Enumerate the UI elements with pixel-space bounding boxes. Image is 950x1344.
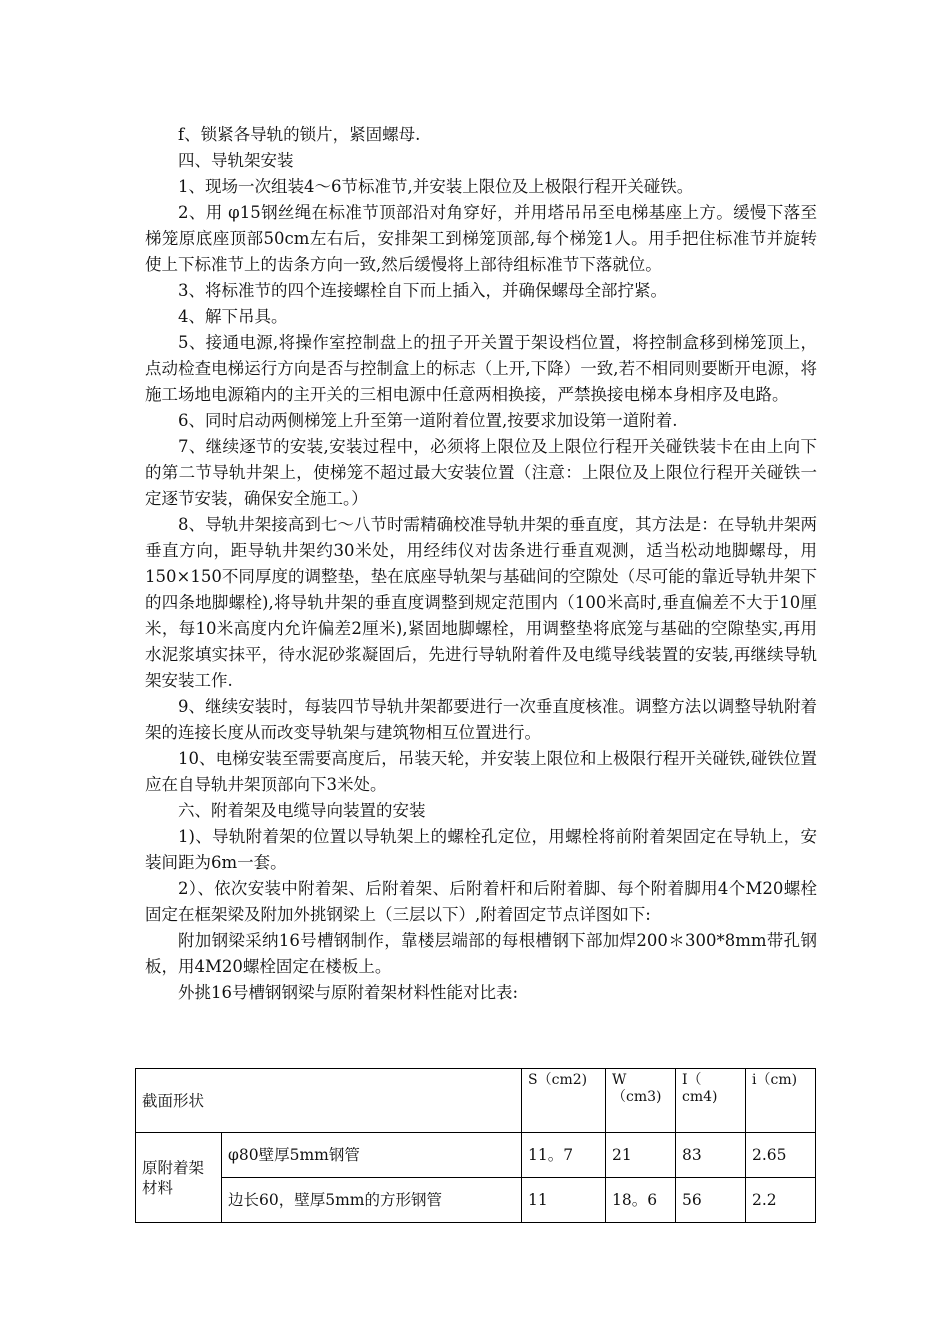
header-s: S（cm2) — [522, 1069, 606, 1133]
row-w: 21 — [606, 1133, 676, 1178]
paragraph: 四、导轨架安装 — [178, 151, 294, 170]
paragraph: 1、现场一次组装4～6节标准节,并安装上限位及上极限行程开关碰铁。 — [178, 177, 694, 196]
row-w: 18。6 — [606, 1178, 676, 1223]
header-shape: 截面形状 — [136, 1069, 522, 1133]
paragraph: 10、电梯安装至需要高度后，吊装天轮，并安装上限位和上极限行程开关碰铁,碰铁位置应在自导轨井架顶部向下3米处。 — [145, 749, 817, 794]
table-row — [136, 1133, 816, 1178]
table-header-row — [136, 1069, 816, 1133]
paragraph: 9、继续安装时，每装四节导轨井架都要进行一次垂直度核准。调整方法以调整导轨附着架的连接长度从而改变导轨架与建筑物相互位置进行。 — [145, 697, 817, 742]
paragraph: 8、导轨井架接高到七～八节时需精确校准导轨井架的垂直度，其方法是：在导轨井架两垂直方向，距导轨井架约30米处，用经纬仪对齿条进行垂直观测，适当松动地脚螺母，用150×150不同厚度的调整垫，垫在底座导轨架与基础间的空隙处（尽可能的靠近导轨井架下的四条地脚螺栓),将导轨井架的垂直度调整到规定范围内（100米高时,垂直偏差不大于10厘米，每10米高度内允许偏差2厘米),紧固地脚螺栓，用调整垫将底笼与基础的空隙垫实,再用水泥浆填实抹平，待水泥砂浆凝固后，先进行导轨附着件及电缆导线装置的安装,再继续导轨架安装工作. — [145, 515, 817, 690]
paragraph: 4、解下吊具。 — [178, 307, 288, 326]
row-name: φ80壁厚5mm钢管 — [222, 1133, 522, 1178]
row-s: 11 — [522, 1178, 606, 1223]
paragraph: 5、接通电源,将操作室控制盘上的扭子开关置于架设档位置，将控制盒移到梯笼顶上，点动检查电梯运行方向是否与控制盒上的标志（上开,下降）一致,若不相同则要断开电源，将施工场地电源箱内的主开关的三相电源中任意两相换接，严禁换接电梯本身相序及电路。 — [145, 333, 817, 404]
group-label: 原附着架材料 — [136, 1133, 222, 1223]
header-i: I（ cm4) — [676, 1069, 746, 1133]
header-radius: i（cm) — [746, 1069, 816, 1133]
paragraph: 六、附着架及电缆导向装置的安装 — [178, 801, 426, 820]
row-name: 边长60，壁厚5mm的方形钢管 — [222, 1178, 522, 1223]
table-row — [136, 1178, 816, 1223]
paragraph: 1)、导轨附着架的位置以导轨架上的螺栓孔定位，用螺栓将前附着架固定在导轨上，安装间距为6m一套。 — [145, 827, 817, 872]
material-comparison-table — [135, 1068, 816, 1223]
row-s: 11。7 — [522, 1133, 606, 1178]
paragraph: 7、继续逐节的安装,安装过程中，必须将上限位及上限位行程开关碰铁装卡在由上向下的第二节导轨井架上，使梯笼不超过最大安装位置（注意：上限位及上限位行程开关碰铁一定逐节安装，确保安全施工。） — [145, 437, 817, 508]
row-radius: 2.65 — [746, 1133, 816, 1178]
paragraph: f、锁紧各导轨的锁片，紧固螺母. — [178, 125, 421, 144]
row-i: 83 — [676, 1133, 746, 1178]
row-i: 56 — [676, 1178, 746, 1223]
paragraph: 附加钢梁采纳16号槽钢制作，靠楼层端部的每根槽钢下部加焊200＊300*8mm带孔钢板，用4M20螺栓固定在楼板上。 — [145, 931, 817, 976]
paragraph: 外挑16号槽钢钢梁与原附着架材料性能对比表: — [178, 983, 519, 1002]
header-w: W（cm3) — [606, 1069, 676, 1133]
document-body — [145, 122, 817, 1006]
paragraph: 2、用 φ15钢丝绳在标准节顶部沿对角穿好，并用塔吊吊至电梯基座上方。缓慢下落至梯笼原底座顶部50cm左右后，安排架工到梯笼顶部,每个梯笼1人。用手把住标准节并旋转使上下标准节上的齿条方向一致,然后缓慢将上部待组标准节下落就位。 — [145, 203, 817, 274]
row-radius: 2.2 — [746, 1178, 816, 1223]
paragraph: 6、同时启动两侧梯笼上升至第一道附着位置,按要求加设第一道附着. — [178, 411, 678, 430]
paragraph: 3、将标准节的四个连接螺栓自下而上插入，并确保螺母全部拧紧。 — [178, 281, 667, 300]
paragraph: 2）、依次安装中附着架、后附着架、后附着杆和后附着脚、每个附着脚用4个M20螺栓固定在框架梁及附加外挑钢梁上（三层以下）,附着固定节点详图如下: — [145, 879, 817, 924]
